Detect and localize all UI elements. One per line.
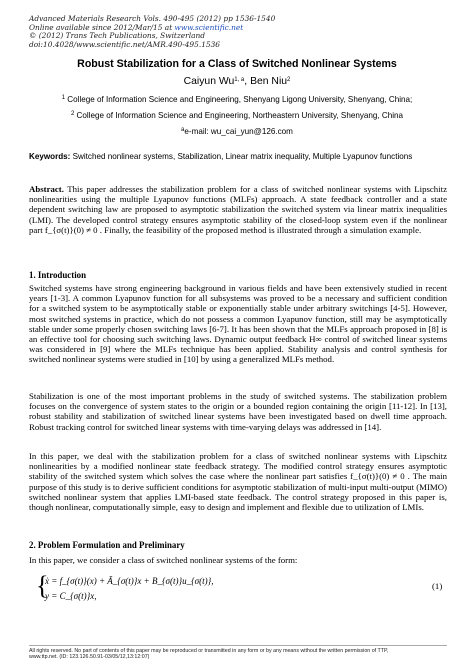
author-2-marker: 2 [287,77,291,83]
affiliation-1-marker: 1 [61,95,66,101]
header-online-prefix: Online available since 2012/Mar/15 at [29,22,175,32]
section-2-heading: 2. Problem Formulation and Preliminary [29,540,185,550]
email-text: e-mail: wu_cai_yun@126.com [184,127,293,136]
author-line [0,76,474,87]
equation-1 [45,574,213,604]
affiliation-2-text: College of Information Science and Engineering, Northeastern University, Shenyang, China [74,111,404,120]
author-1-marker: 1, a [234,77,245,83]
section-2-paragraph-1: In this paper, we consider a class of switched nonlinear systems of the form: [29,555,298,565]
affiliation-2 [0,111,474,120]
author-1: Caiyun Wu [183,76,235,87]
header-line-copyright: © (2012) Trans Tech Publications, Switzerland [29,31,205,41]
footer-line-1: All rights reserved. No part of contents of this paper may be reproduced or transmitted in any form or by any means without the written permission of TTP, [29,648,389,654]
abstract-text: This paper addresses the stabilization problem for a class of switched nonlinear systems with Lipschitz nonlinearities using the multiple Lyapunov functions (MLFs) approach. A state feedback controller and a state dependent switching law are proposed to asymptotic stabilization the switched system via linear matrix inequalities (LMI). The developed control strategy ensures asymptotic stability of the closed-loop system even if the nonlinear part f_{σ(t)}(0) ≠ 0 . Finally, the feasibility of the proposed method is illustrated through a simulation example. [29,184,447,235]
header-line-citation: Advanced Materials Research Vols. 490-495 (2012) pp 1536-1540 [29,14,276,23]
email-marker: a [181,127,185,133]
keywords-label: Keywords: [29,152,71,161]
abstract-label: Abstract. [29,184,64,194]
affiliation-email [0,127,474,136]
equation-1-number: (1) [432,581,443,591]
author-2: Ben Niu [250,76,288,87]
footer-line-2: www.ttp.net. (ID: 123.126.50.91-03/05/12,13:12:07) [29,654,150,661]
footer-divider [29,645,447,646]
author-separator: , [244,76,251,87]
intro-paragraph-1: Switched systems have strong engineering background in various fields and have been extensively studied in recent years [1-3]. A common Lyapunov function for all subsystems was proved to be a necessary and sufficient condition for a switched system to be asymptotically stable or exponentially stable under arbitrary switchings [4-5]. However, most switched systems in practice, which do not possess a common Lyapunov function, still may be asymptotically stable under some properly chosen switching laws [6-7]. It has been shown that the MLFs approach proposed in [8] is an effective tool for choosing such switching laws. Dynamic output feedback H∞ control of switched linear systems was considered in [9] where the MLFs technique has been applied. Stability analysis and control synthesis for switched nonlinear systems were studied in [10] by using a generalized MLFs method. [29,283,447,365]
header-url-link[interactable]: www.scientific.net [174,22,244,32]
paper-title: Robust Stabilization for a Class of Switched Nonlinear Systems [77,58,397,70]
header-line-doi: doi:10.4028/www.scientific.net/AMR.490-495.1536 [29,39,220,49]
abstract [29,184,447,235]
keywords-text: Switched nonlinear systems, Stabilization, Linear matrix inequality, Multiple Lyapunov functions [70,152,413,161]
intro-paragraph-3: In this paper, we deal with the stabilization problem for a class of switched nonlinear systems with Lipschitz nonlinearities by a modified nonlinear state feedback strategy. The modified control strategy ensures asymptotic stability of the switched system which solves the case where the nonlinear part satisfies f_{σ(t)}(0) ≠ 0 . The main purpose of this study is to derive sufficient conditions for asymptotic stabilization of multi-input multi-output (MIMO) switched nonlinear system that applies LMI-based state feedback. The control strategy proposed in this paper is, though nonlinear, computationally simple, easy to design and implement and flexible due to utilization of LMIs. [29,451,447,513]
section-1-heading: 1. Introduction [29,270,87,280]
intro-paragraph-2: Stabilization is one of the most important problems in the study of switched systems. The stabilization problem focuses on the convergence of system states to the origin or a bounded region containing the origin [11-12]. In [13], robust stability and stabilization of switched linear systems have been investigated based on dwell time approach. Robust tracking control for switched linear systems with time-varying delays was addressed in [14]. [29,391,447,432]
affiliation-1 [0,95,474,104]
equation-1-line-1: ẋ = f_{σ(t)}(x) + Ã_{σ(t)}x + B_{σ(t)}u_{σ(t)}, [45,576,214,586]
journal-header [29,15,275,49]
equation-brace: { [36,571,49,600]
copyright-footer [29,648,449,661]
affiliation-1-text: College of Information Science and Engineering, Shenyang Ligong University, Shenyang, China; [65,95,413,104]
affiliation-2-marker: 2 [70,111,75,117]
equation-1-line-2: y = C_{σ(t)}x, [45,591,97,601]
keywords [29,152,445,162]
